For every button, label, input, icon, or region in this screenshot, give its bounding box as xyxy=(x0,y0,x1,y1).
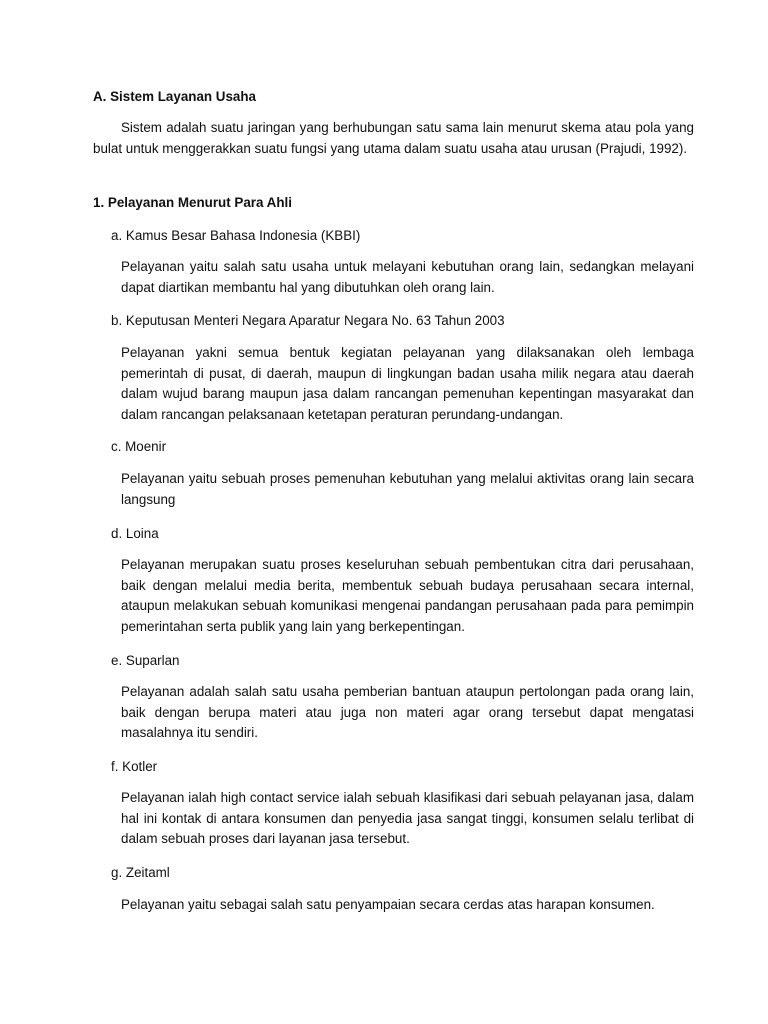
item-text-moenir: Pelayanan yaitu sebuah proses pemenuhan kebutuhan yang melalui aktivitas orang lain secara langsung xyxy=(121,471,694,507)
item-label-zeitaml: g. Zeitaml xyxy=(111,865,170,880)
item-label-kotler: f. Kotler xyxy=(111,759,158,774)
item-text-kbbi: Pelayanan yaitu salah satu usaha untuk melayani kebutuhan orang lain, sedangkan melayani dapat diartikan membantu hal yang dibutuhkan oleh orang lain. xyxy=(121,259,694,295)
section-intro-paragraph: Sistem adalah suatu jaringan yang berhubungan satu sama lain menurut skema atau pola yang bulat untuk menggerakkan suatu fungsi yang utama dalam suatu usaha atau urusan (Prajudi, 1992). xyxy=(93,120,694,156)
section-heading: A. Sistem Layanan Usaha xyxy=(93,89,256,104)
item-label-suparlan: e. Suparlan xyxy=(111,653,180,668)
item-text-suparlan: Pelayanan adalah salah satu usaha pemberian bantuan ataupun pertolongan pada orang lain, baik dengan berupa materi atau juga non materi agar orang tersebut dapat mengatasi masalahnya itu sendiri. xyxy=(121,684,694,741)
item-label-loina: d. Loina xyxy=(111,526,159,541)
item-label-moenir: c. Moenir xyxy=(111,439,167,454)
item-text-kotler: Pelayanan ialah high contact service ialah sebuah klasifikasi dari sebuah pelayanan jasa, dalam hal ini kontak di antara konsumen dan penyedia jasa sangat tinggi, konsumen selalu terlibat di dalam sebuah proses dari layanan jasa tersebut. xyxy=(121,790,694,847)
item-label-kbbi: a. Kamus Besar Bahasa Indonesia (KBBI) xyxy=(111,228,361,243)
item-text-loina: Pelayanan merupakan suatu proses keseluruhan sebuah pembentukan citra dari perusahaan, baik dengan melalui media berita, membentuk sebuah budaya perusahaan secara internal, ataupun melakukan sebuah komunikasi mengenai pandangan perusahaan pada para pemimpin pemerintahan serta publik yang lain yang berkepentingan. xyxy=(121,557,694,634)
item-text-zeitaml: Pelayanan yaitu sebagai salah satu penyampaian secara cerdas atas harapan konsumen. xyxy=(121,897,655,912)
item-text-keputusan-menteri: Pelayanan yakni semua bentuk kegiatan pelayanan yang dilaksanakan oleh lembaga pemerintah di pusat, di daerah, maupun di lingkungan badan usaha milik negara atau daerah dalam wujud barang maupun jasa dalam rancangan pemenuhan kepentingan masyarakat dan dalam rancangan pelaksanaan ketetapan peraturan perundang-undangan. xyxy=(121,345,694,422)
item-label-keputusan-menteri: b. Keputusan Menteri Negara Aparatur Negara No. 63 Tahun 2003 xyxy=(111,313,505,328)
subsection-heading: 1. Pelayanan Menurut Para Ahli xyxy=(93,195,292,210)
